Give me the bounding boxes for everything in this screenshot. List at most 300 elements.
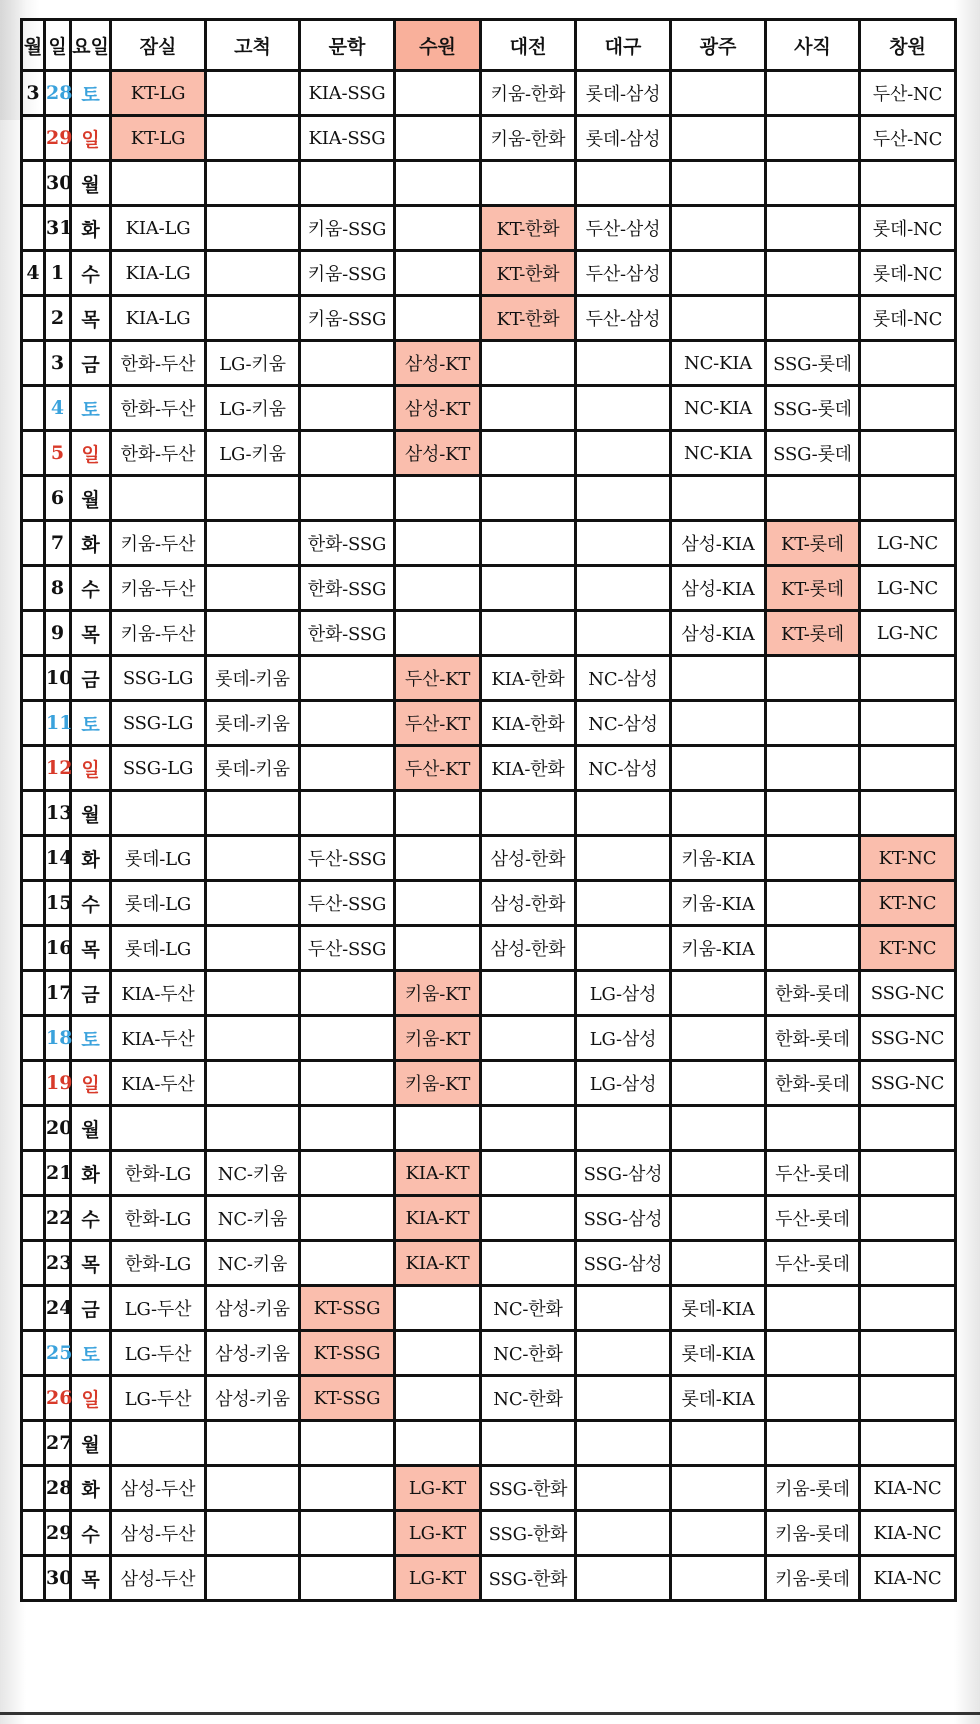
- game-cell: [860, 1196, 956, 1241]
- game-cell: [395, 1196, 481, 1241]
- game-matchup: KIA-두산: [121, 984, 195, 1005]
- game-matchup: SSG-한화: [488, 1569, 568, 1590]
- game-cell: [671, 611, 766, 656]
- game-cell: [576, 656, 671, 701]
- game-cell: [671, 161, 766, 206]
- game-matchup: SSG-NC: [870, 1072, 945, 1094]
- game-matchup: NC-키움: [217, 1254, 288, 1275]
- game-matchup: LG-두산: [124, 1344, 192, 1365]
- month-cell: [22, 341, 45, 386]
- game-cell: [111, 701, 206, 746]
- game-matchup: LG-KT: [408, 1567, 467, 1589]
- table-row: [22, 746, 956, 791]
- game-cell: [766, 71, 860, 116]
- table-row: [22, 476, 956, 521]
- game-cell: [766, 1511, 860, 1556]
- game-cell: [766, 1421, 860, 1466]
- game-matchup: 롯데-키움: [215, 669, 290, 690]
- game-matchup: LG-삼성: [589, 1029, 657, 1050]
- column-header: 잠실: [111, 20, 206, 71]
- month-cell: [22, 926, 45, 971]
- game-matchup: 삼성-한화: [490, 894, 566, 915]
- game-cell: [766, 656, 860, 701]
- game-matchup: 롯데-NC: [872, 309, 943, 330]
- day-cell: 31: [45, 206, 71, 251]
- game-matchup: KIA-NC: [873, 1522, 942, 1544]
- game-cell: [300, 791, 395, 836]
- game-matchup: 롯데-KIA: [681, 1344, 755, 1365]
- table-row: [22, 971, 956, 1016]
- game-cell: [766, 1061, 860, 1106]
- weekday-cell: 목: [71, 1241, 111, 1286]
- game-cell: [206, 1151, 300, 1196]
- game-cell: [766, 1196, 860, 1241]
- table-row: [22, 881, 956, 926]
- game-matchup: 두산-SSG: [307, 939, 387, 960]
- game-cell: [671, 521, 766, 566]
- table-row: [22, 1196, 956, 1241]
- game-cell: [395, 656, 481, 701]
- game-cell: [766, 521, 860, 566]
- game-cell: [576, 386, 671, 431]
- table-row: [22, 1151, 956, 1196]
- game-matchup: KIA-LG: [125, 217, 191, 239]
- game-matchup: 롯데-NC: [872, 264, 943, 285]
- game-matchup: 삼성-KT: [404, 444, 471, 465]
- game-cell: [860, 881, 956, 926]
- game-cell: [860, 476, 956, 521]
- game-cell: [481, 566, 576, 611]
- game-cell: [481, 1106, 576, 1151]
- game-cell: [300, 1331, 395, 1376]
- game-cell: [671, 386, 766, 431]
- game-cell: [111, 296, 206, 341]
- column-header: 고척: [206, 20, 300, 71]
- game-cell: [576, 161, 671, 206]
- page-bottom-rule: [0, 1712, 980, 1715]
- game-matchup: 삼성-두산: [120, 1524, 196, 1545]
- table-row: [22, 1331, 956, 1376]
- game-cell: [671, 971, 766, 1016]
- game-cell: [206, 1421, 300, 1466]
- game-matchup: 롯데-KIA: [681, 1299, 755, 1320]
- game-cell: [860, 1286, 956, 1331]
- game-matchup: 삼성-KIA: [681, 534, 755, 555]
- day-cell: 7: [45, 521, 71, 566]
- game-cell: [395, 521, 481, 566]
- game-cell: [395, 296, 481, 341]
- game-cell: [395, 701, 481, 746]
- game-matchup: 삼성-키움: [215, 1344, 290, 1365]
- game-cell: [766, 836, 860, 881]
- weekday-cell: 목: [71, 296, 111, 341]
- game-matchup: KT-SSG: [313, 1342, 381, 1364]
- game-cell: [860, 161, 956, 206]
- game-cell: [671, 1421, 766, 1466]
- game-cell: [576, 791, 671, 836]
- game-cell: [300, 1466, 395, 1511]
- table-row: [22, 791, 956, 836]
- game-matchup: KT-SSG: [313, 1297, 381, 1319]
- game-matchup: NC-한화: [493, 1389, 563, 1410]
- game-cell: [206, 1511, 300, 1556]
- game-matchup: LG-NC: [876, 532, 939, 554]
- game-cell: [481, 296, 576, 341]
- game-matchup: 한화-두산: [120, 399, 196, 420]
- weekday-cell: 화: [71, 206, 111, 251]
- game-cell: [111, 1286, 206, 1331]
- game-cell: [671, 251, 766, 296]
- game-cell: [300, 1376, 395, 1421]
- game-cell: [206, 656, 300, 701]
- game-matchup: 키움-KIA: [681, 849, 755, 870]
- day-cell: 29: [45, 1511, 71, 1556]
- game-matchup: 키움-SSG: [307, 219, 387, 240]
- game-matchup: SSG-한화: [488, 1524, 568, 1545]
- game-cell: [860, 1016, 956, 1061]
- game-cell: [206, 71, 300, 116]
- game-cell: [111, 251, 206, 296]
- game-cell: [766, 746, 860, 791]
- game-cell: [206, 1286, 300, 1331]
- game-matchup: NC-KIA: [684, 352, 752, 374]
- kbo-schedule-table: [20, 18, 957, 1602]
- game-matchup: 두산-KT: [404, 669, 471, 690]
- game-matchup: SSG-LG: [122, 757, 194, 779]
- game-matchup: 한화-두산: [120, 354, 196, 375]
- game-matchup: KT-NC: [878, 847, 937, 869]
- game-matchup: KT-한화: [496, 264, 560, 285]
- game-matchup: KT-NC: [878, 892, 937, 914]
- game-matchup: 키움-KT: [404, 984, 471, 1005]
- game-matchup: KT-LG: [130, 127, 186, 149]
- table-row: [22, 1016, 956, 1061]
- game-cell: [671, 701, 766, 746]
- month-cell: [22, 296, 45, 341]
- game-cell: [481, 1061, 576, 1106]
- game-matchup: NC-한화: [493, 1299, 563, 1320]
- game-matchup: 한화-LG: [124, 1209, 192, 1230]
- game-cell: [206, 161, 300, 206]
- game-matchup: SSG-롯데: [773, 444, 852, 465]
- game-cell: [300, 1016, 395, 1061]
- game-cell: [206, 611, 300, 656]
- weekday-cell: 화: [71, 1466, 111, 1511]
- day-cell: 16: [45, 926, 71, 971]
- table-row: [22, 161, 956, 206]
- game-cell: [576, 476, 671, 521]
- game-matchup: 삼성-키움: [215, 1299, 290, 1320]
- month-cell: [22, 161, 45, 206]
- game-cell: [766, 206, 860, 251]
- game-cell: [206, 836, 300, 881]
- month-cell: [22, 1286, 45, 1331]
- game-cell: [860, 791, 956, 836]
- game-cell: [206, 1196, 300, 1241]
- weekday-cell: 월: [71, 161, 111, 206]
- table-row: [22, 1421, 956, 1466]
- table-row: [22, 386, 956, 431]
- game-cell: [300, 1511, 395, 1556]
- game-cell: [860, 656, 956, 701]
- game-cell: [766, 161, 860, 206]
- table-row: [22, 566, 956, 611]
- game-matchup: KT-한화: [496, 309, 560, 330]
- game-matchup: SSG-NC: [870, 1027, 945, 1049]
- month-cell: [22, 386, 45, 431]
- day-cell: 15: [45, 881, 71, 926]
- game-cell: [766, 701, 860, 746]
- game-cell: [395, 386, 481, 431]
- day-cell: 19: [45, 1061, 71, 1106]
- day-cell: 9: [45, 611, 71, 656]
- month-cell: [22, 746, 45, 791]
- game-cell: [860, 836, 956, 881]
- game-cell: [860, 701, 956, 746]
- game-cell: [766, 1556, 860, 1601]
- game-matchup: SSG-삼성: [583, 1254, 663, 1275]
- page-shadow-right: [954, 0, 980, 1724]
- game-matchup: KIA-KT: [405, 1207, 470, 1229]
- game-matchup: 한화-SSG: [307, 624, 387, 645]
- game-cell: [766, 1151, 860, 1196]
- game-cell: [860, 71, 956, 116]
- game-cell: [481, 926, 576, 971]
- game-cell: [481, 1286, 576, 1331]
- game-cell: [481, 611, 576, 656]
- game-matchup: 키움-SSG: [307, 264, 387, 285]
- game-matchup: NC-KIA: [684, 397, 752, 419]
- game-cell: [481, 116, 576, 161]
- game-matchup: 삼성-KT: [404, 399, 471, 420]
- month-cell: [22, 476, 45, 521]
- month-cell: [22, 1421, 45, 1466]
- weekday-cell: 화: [71, 1151, 111, 1196]
- game-cell: [206, 1466, 300, 1511]
- game-cell: [206, 971, 300, 1016]
- game-matchup: 롯데-LG: [124, 849, 192, 870]
- month-cell: [22, 1376, 45, 1421]
- month-cell: [22, 1196, 45, 1241]
- game-cell: [206, 566, 300, 611]
- game-cell: [395, 881, 481, 926]
- game-cell: [671, 341, 766, 386]
- game-cell: [576, 251, 671, 296]
- game-cell: [671, 1511, 766, 1556]
- game-matchup: SSG-LG: [122, 667, 194, 689]
- day-cell: 6: [45, 476, 71, 521]
- game-cell: [111, 1511, 206, 1556]
- game-matchup: KT-한화: [496, 219, 560, 240]
- game-matchup: 한화-롯데: [775, 1029, 850, 1050]
- game-cell: [766, 611, 860, 656]
- game-matchup: KIA-NC: [873, 1477, 942, 1499]
- game-cell: [671, 431, 766, 476]
- game-matchup: LG-KT: [408, 1477, 467, 1499]
- game-cell: [766, 251, 860, 296]
- month-cell: 3: [22, 71, 45, 116]
- month-cell: [22, 1556, 45, 1601]
- game-cell: [766, 971, 860, 1016]
- month-cell: [22, 116, 45, 161]
- game-cell: [111, 746, 206, 791]
- game-cell: [576, 1196, 671, 1241]
- game-cell: [860, 1556, 956, 1601]
- game-cell: [481, 881, 576, 926]
- game-matchup: 두산-삼성: [585, 309, 661, 330]
- game-matchup: LG-삼성: [589, 1074, 657, 1095]
- game-matchup: 삼성-한화: [490, 849, 566, 870]
- game-matchup: 두산-삼성: [585, 219, 661, 240]
- weekday-cell: 토: [71, 701, 111, 746]
- game-matchup: 한화-SSG: [307, 579, 387, 600]
- game-cell: [671, 1061, 766, 1106]
- game-cell: [395, 836, 481, 881]
- month-cell: [22, 1151, 45, 1196]
- month-cell: [22, 206, 45, 251]
- game-matchup: LG-키움: [219, 444, 286, 465]
- game-matchup: 삼성-두산: [120, 1479, 196, 1500]
- game-cell: [111, 1196, 206, 1241]
- game-matchup: KIA-SSG: [308, 82, 386, 104]
- game-matchup: 한화-LG: [124, 1164, 192, 1185]
- game-cell: [766, 116, 860, 161]
- day-cell: 28: [45, 1466, 71, 1511]
- game-cell: [111, 1106, 206, 1151]
- weekday-cell: 수: [71, 1511, 111, 1556]
- game-cell: [576, 431, 671, 476]
- game-cell: [671, 71, 766, 116]
- game-cell: [671, 116, 766, 161]
- game-matchup: SSG-롯데: [773, 399, 852, 420]
- game-cell: [206, 746, 300, 791]
- game-cell: [576, 566, 671, 611]
- game-cell: [395, 1241, 481, 1286]
- weekday-cell: 화: [71, 521, 111, 566]
- game-cell: [206, 1331, 300, 1376]
- game-matchup: 키움-롯데: [775, 1524, 850, 1545]
- game-cell: [860, 1376, 956, 1421]
- game-cell: [481, 386, 576, 431]
- game-cell: [766, 926, 860, 971]
- game-cell: [300, 1106, 395, 1151]
- day-cell: 29: [45, 116, 71, 161]
- table-row: [22, 1466, 956, 1511]
- day-cell: 10: [45, 656, 71, 701]
- month-cell: [22, 611, 45, 656]
- game-cell: [576, 116, 671, 161]
- game-matchup: LG-삼성: [589, 984, 657, 1005]
- game-matchup: NC-삼성: [588, 759, 658, 780]
- game-cell: [576, 71, 671, 116]
- game-cell: [395, 791, 481, 836]
- game-matchup: SSG-롯데: [773, 354, 852, 375]
- month-cell: [22, 971, 45, 1016]
- game-matchup: 한화-롯데: [775, 984, 850, 1005]
- table-row: [22, 341, 956, 386]
- game-cell: [576, 611, 671, 656]
- game-cell: [766, 1106, 860, 1151]
- game-cell: [395, 1421, 481, 1466]
- weekday-cell: 일: [71, 1061, 111, 1106]
- game-cell: [671, 1286, 766, 1331]
- game-cell: [860, 386, 956, 431]
- game-cell: [300, 71, 395, 116]
- game-cell: [671, 1241, 766, 1286]
- game-matchup: 두산-삼성: [585, 264, 661, 285]
- game-cell: [860, 1151, 956, 1196]
- month-cell: [22, 1241, 45, 1286]
- game-cell: [206, 116, 300, 161]
- game-cell: [300, 566, 395, 611]
- game-matchup: 키움-두산: [120, 624, 196, 645]
- game-cell: [860, 611, 956, 656]
- game-matchup: 롯데-삼성: [585, 129, 661, 150]
- game-cell: [395, 1106, 481, 1151]
- month-cell: [22, 1106, 45, 1151]
- table-row: [22, 1106, 956, 1151]
- game-cell: [395, 116, 481, 161]
- column-header: 대전: [481, 20, 576, 71]
- game-matchup: 키움-한화: [490, 84, 566, 105]
- game-cell: [481, 1151, 576, 1196]
- game-cell: [671, 1376, 766, 1421]
- game-matchup: 삼성-KT: [404, 354, 471, 375]
- month-cell: [22, 656, 45, 701]
- game-matchup: LG-NC: [876, 577, 939, 599]
- game-cell: [300, 881, 395, 926]
- game-cell: [300, 386, 395, 431]
- game-cell: [111, 1331, 206, 1376]
- day-cell: 17: [45, 971, 71, 1016]
- game-cell: [860, 1241, 956, 1286]
- game-cell: [111, 611, 206, 656]
- game-cell: [576, 296, 671, 341]
- game-cell: [860, 1466, 956, 1511]
- game-matchup: KIA-한화: [491, 669, 565, 690]
- game-cell: [671, 1466, 766, 1511]
- game-cell: [766, 791, 860, 836]
- game-cell: [576, 1061, 671, 1106]
- table-row: [22, 116, 956, 161]
- month-cell: [22, 701, 45, 746]
- game-cell: [481, 971, 576, 1016]
- table-row: [22, 521, 956, 566]
- game-matchup: 삼성-한화: [490, 939, 566, 960]
- game-cell: [111, 341, 206, 386]
- game-cell: [860, 926, 956, 971]
- game-cell: [860, 431, 956, 476]
- game-cell: [481, 1511, 576, 1556]
- game-cell: [300, 476, 395, 521]
- game-cell: [860, 971, 956, 1016]
- game-cell: [111, 161, 206, 206]
- game-cell: [395, 1511, 481, 1556]
- month-cell: [22, 1466, 45, 1511]
- game-matchup: 키움-KT: [404, 1029, 471, 1050]
- table-row: [22, 251, 956, 296]
- game-matchup: 키움-KIA: [681, 939, 755, 960]
- game-cell: [481, 161, 576, 206]
- game-cell: [300, 1241, 395, 1286]
- game-matchup: NC-KIA: [684, 442, 752, 464]
- game-matchup: 롯데-키움: [215, 759, 290, 780]
- game-cell: [206, 251, 300, 296]
- game-matchup: 두산-SSG: [307, 894, 387, 915]
- game-cell: [395, 476, 481, 521]
- table-row: [22, 701, 956, 746]
- game-cell: [481, 251, 576, 296]
